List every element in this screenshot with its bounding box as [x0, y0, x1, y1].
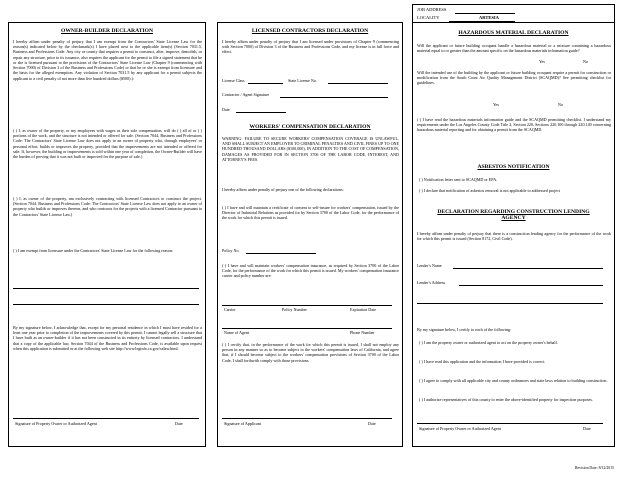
- policy-no-label: Policy No.: [222, 248, 240, 253]
- license-class-field[interactable]: [248, 83, 283, 84]
- workers-comp-heading: WORKERS' COMPENSATION DECLARATION: [249, 124, 371, 130]
- job-address-field[interactable]: [455, 13, 515, 14]
- expiration-date-label: Expiration Date: [350, 307, 377, 312]
- policy-no-field[interactable]: [246, 253, 316, 254]
- state-license-field[interactable]: [328, 83, 388, 84]
- hazardous-heading: HAZARDOUS MATERIAL DECLARATION: [458, 30, 569, 36]
- asbestos-heading: ASBESTOS NOTIFICATION: [477, 164, 550, 170]
- certify-intro: By my signature below, I certify to each of the following:: [417, 327, 512, 332]
- phone-number-label: Phone Number: [350, 330, 375, 335]
- workers-comp-option-1[interactable]: ( ) I have and will maintain a certificate of consent to self-insure for workers' compensation, issued by the Director of Industrial Relations as provided for by Section 3700 of the Labor Code, for the performance of the work for which this permit is issued.: [222, 205, 399, 221]
- workers-comp-warning: WARNING: FAILURE TO SECURE WORKERS' COMPENSATION COVERAGE IS UNLAWFUL, AND SHALL SUBJECT AN EMPLOYER TO CRIMINAL PENALTIES AND CIVIL FINES UP TO ONE HUNDRED THOUSAND DOLLARS ($100,000), IN ADDITION TO THE COST OF COMPENSATION, DAMAGES AS PROVIDED FOR IN SECTION 3706 OF THE LABOR CODE, INTEREST, AND ATTORNEY'S FEES.: [222, 136, 399, 162]
- certify-option-1[interactable]: ( ) I am the property owner or authorized agent to act on the property owner's behalf.: [419, 340, 558, 345]
- contractor-date-label: Date: [222, 107, 230, 112]
- certify-option-2[interactable]: ( ) I have read this application and the information I have provided is correct.: [419, 359, 546, 364]
- revision-date: Revision Date: 8/12/2015: [574, 466, 614, 470]
- owner-builder-heading: OWNER-BUILDER DECLARATION: [60, 28, 154, 34]
- asbestos-option-2[interactable]: ( ) I declare that notification of asbestos removal is not applicable to addressed project: [419, 188, 561, 193]
- carrier-line[interactable]: [222, 305, 392, 306]
- policy-number-label: Policy Number: [282, 307, 307, 312]
- contractor-date-field[interactable]: [236, 112, 286, 113]
- workers-comp-option-3[interactable]: ( ) I certify that, in the performance of the work for which this permit is issued, I shall not employ any person in any manner so as to become subject to the workers' compensation laws of California, and agree that, if I should become subject to the workers' compensation provisions of Section 3700 of the Labor Code, I shall forthwith comply with those provisions.: [222, 342, 399, 363]
- licensed-body: I hereby affirm under penalty of perjury that I am licensed under provisions of Chapter 9 (commencing with Section 7000) of Division 3 of the Business and Professions Code, and my license is in full force and effect.: [222, 39, 399, 55]
- applicant-date-label: Date: [368, 421, 376, 426]
- owner-builder-intro: I hereby affirm under penalty of perjury that I am exempt from the Contractors' State License Law for the reason(s) indicated below by the checkmark(s) I have placed next to the applicable item(s) (Section 7031.5, Business and Professions Code: Any city or county that requires a permit to construct, alter, improve, demolish, or repair any structure, prior to its issuance, also requires the applicant for the permit to file a signed statement that he or she is licensed pursuant to the provisions of the Contractors' State License Law (Chapter 9 (commencing with Section 7000) of Division 3 of the Business and Professions Code) or that he or she is exempt from licensure and the basis for the alleged exemption. Any violation of Section 7031.5 by any applicant for a permit subjects the applicant to a civil penalty of not more than five hundred dollars ($500).):: [13, 39, 202, 81]
- workers-comp-option-2[interactable]: ( ) I have and will maintain workers' compensation insurance, as required by Section 3700 of the Labor Code, for the performance of the work for which this permit is issued. My workers' compensation insurance carrier and policy number are:: [222, 263, 399, 279]
- lender-address-label: Lender's Address: [417, 280, 446, 285]
- hazardous-panel: [412, 22, 615, 447]
- contractor-signature-label: Contractor / Agent Signature: [222, 92, 270, 97]
- contractor-panel: [217, 22, 403, 447]
- lender-name-field[interactable]: [453, 268, 603, 269]
- hazardous-read-checkbox[interactable]: ( ) I have read the hazardous materials information guide and the SCAQMD permitting checklist. I understand my requirements under the Los Angeles County Code Title 2, Section 220, Sections 220.100 through 220.140 concerning hazardous material reporting and for obtaining a permit from the SCAQMD.: [417, 117, 611, 133]
- hazardous-q2-yes[interactable]: Yes: [493, 102, 499, 107]
- final-signature-line[interactable]: [417, 423, 603, 424]
- lender-address-field[interactable]: [459, 285, 603, 286]
- lending-heading: DECLARATION REGARDING CONSTRUCTION LENDING AGENCY: [437, 209, 590, 221]
- hazardous-q1-yes[interactable]: Yes: [539, 59, 545, 64]
- exemption-reason-line[interactable]: [13, 288, 199, 289]
- lending-body: I hereby affirm under penalty of perjury that there is a construction lending agency for the performance of the work for which this permit is issued (Section 8172, Civil Code).: [417, 231, 611, 242]
- lender-address-field-2[interactable]: [417, 303, 603, 304]
- locality-value: ARTESIA: [479, 15, 499, 20]
- owner-builder-acknowledgement: By my signature below, I acknowledge that, except for my personal residence in which I must have resided for a least one year prior to completion of the improvements covered by this permit, I cannot legally sell a structure that I have built as an owner-builder if it has not been constructed in its entirety by licensed contractors. I understand that a copy of the applicable law, Section 7044 of the Business and Professions Code, is available upon request when this application is submitted or at the following web site http://www.leginfo.ca.gov/calaw.html.: [13, 325, 202, 351]
- agent-label: Name of Agent: [224, 330, 250, 335]
- owner-date-label: Date: [175, 421, 183, 426]
- final-signature-label: Signature of Property Owner or Authorized Agent: [419, 426, 501, 431]
- workers-comp-affirm: I hereby affirm under penalty of perjury one of the following declarations:: [222, 187, 344, 192]
- owner-builder-panel: [8, 22, 206, 447]
- exemption-reason-line-2[interactable]: [13, 304, 199, 305]
- asbestos-option-1[interactable]: ( ) Notification letter sent to SCAQMD or EPA.: [419, 177, 498, 182]
- final-date-label: Date: [583, 426, 591, 431]
- carrier-label: Carrier: [224, 307, 236, 312]
- applicant-signature-line[interactable]: [222, 418, 392, 419]
- contractor-signature-field[interactable]: [280, 97, 388, 98]
- license-class-label: License Class: [222, 78, 245, 83]
- owner-signature-line[interactable]: [13, 418, 199, 419]
- owner-builder-option-1[interactable]: ( ) I, as owner of the property, or my employees with wages as their sole compensation, will do ( ) all of or ( ) portions of the work, and the structure is not intended or offered for sale. (Section 7044, Business and Professions Code: The Contractors' State License Law does not apply to an owner of property who, through employees' or personal effort, builds or improves the property, provided that the improvements are not intended or offered for sale. If, however, the building or improvements is sold within one year of completion, the Owner-Builder will have the burden of proving that it was not built or improved for the purpose of sale.): [13, 128, 202, 160]
- job-address-label: JOB ADDRESS: [417, 7, 447, 12]
- owner-builder-option-3[interactable]: ( ) I am exempt from licensure under the Contractors' State License Law for the following reason:: [13, 248, 174, 253]
- lender-name-label: Lender's Name: [417, 263, 442, 268]
- hazardous-question-1: Will the applicant or future building occupant handle a hazardous material or a mixture containing a hazardous material equal to or greater than the amount specific on the hazardous materials information guide?: [417, 43, 611, 54]
- applicant-signature-label: Signature of Applicant: [224, 421, 262, 426]
- job-address-box: [412, 4, 615, 22]
- owner-signature-label: Signature of Property Owner or Authorized Agent: [15, 421, 97, 426]
- hazardous-question-2: Will the intended use of the building by the applicant or future building occupant require a permit for construction or modification from the South Coast Air Quality Management District (SCAQMD)? See permitting checklist for guidelines.: [417, 70, 611, 86]
- hazardous-q1-no[interactable]: No: [583, 59, 589, 64]
- owner-builder-option-2[interactable]: ( ) I, as owner of the property, am exclusively contracting with licensed Contractors to construct the project. (Section 7044, Business and Professions Code: The Contractors' State License Law does not apply to an owner of property who builds or improves thereon, and who contracts for the projects with a licensed Contractor pursuant to the Contractors' State License Law.): [13, 196, 202, 217]
- hazardous-q2-no[interactable]: No: [558, 102, 564, 107]
- state-license-label: State License No.: [288, 78, 317, 83]
- locality-label: LOCALITY: [417, 15, 440, 20]
- agent-line[interactable]: [222, 328, 392, 329]
- certify-option-3[interactable]: ( ) I agree to comply with all applicable city and county ordinances and state laws relation to building construction.: [419, 378, 608, 383]
- licensed-heading: LICENSED CONTRACTORS DECLARATION: [251, 28, 369, 34]
- certify-option-4[interactable]: ( ) I authorize representatives of this county to enter the above-identified property for inspection purposes.: [419, 397, 593, 402]
